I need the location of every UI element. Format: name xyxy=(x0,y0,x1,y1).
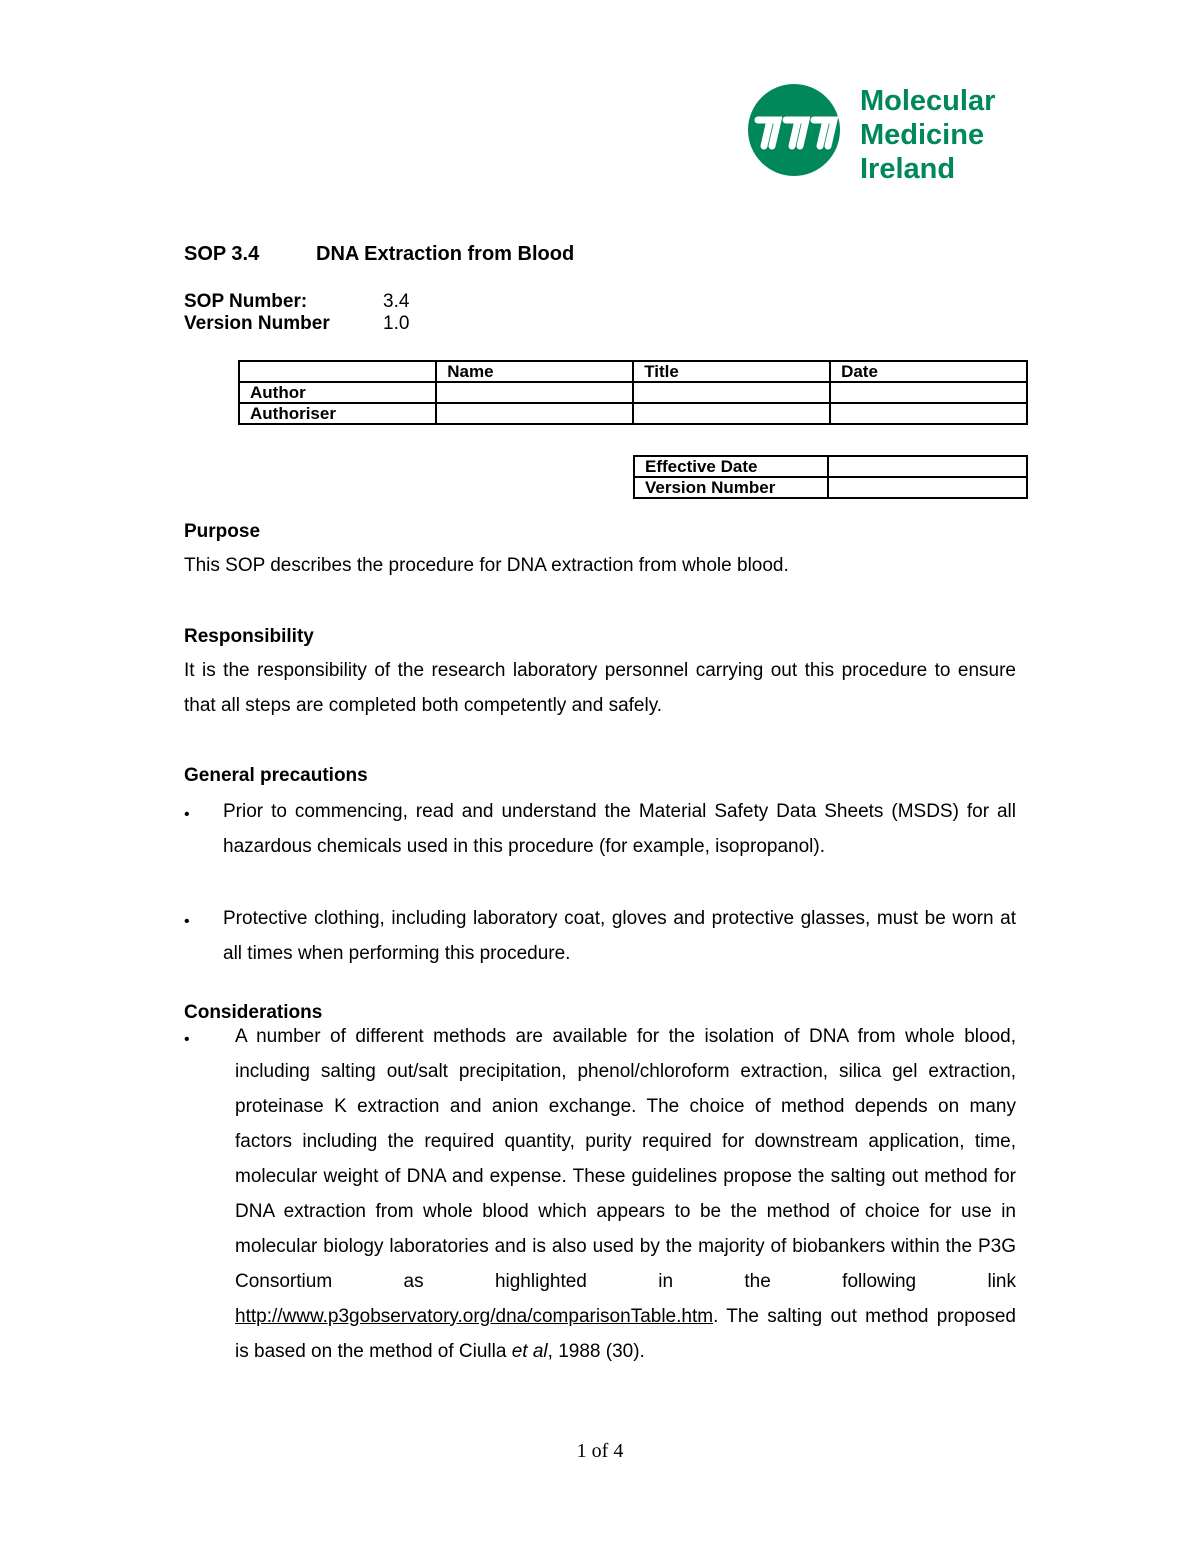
logo-line-1: Molecular xyxy=(860,85,996,117)
table-row xyxy=(634,477,1027,498)
row-label-author: Author xyxy=(239,382,436,403)
logo-wordmark xyxy=(860,84,995,186)
author-name-cell[interactable] xyxy=(436,382,633,403)
author-date-cell[interactable] xyxy=(830,382,1027,403)
author-title-cell[interactable] xyxy=(633,382,830,403)
p3g-comparison-link[interactable]: http://www.p3gobservatory.org/dna/comparisonTable.htm xyxy=(235,1306,714,1327)
bullet-icon: • xyxy=(184,806,190,823)
effective-date-cell[interactable] xyxy=(828,456,1027,477)
authoriser-title-cell[interactable] xyxy=(633,403,830,424)
table-row xyxy=(239,382,1027,403)
page-number: 1 of 4 xyxy=(576,1440,624,1462)
effective-version-cell[interactable] xyxy=(828,477,1027,498)
sop-label: SOP 3.4 xyxy=(184,243,260,265)
considerations-end: , 1988 (30). xyxy=(547,1341,645,1362)
precaution-item-1: Prior to commencing, read and understand the Material Safety Data Sheets (MSDS) for all hazardous chemicals used in this procedure (for example, isopropanol). xyxy=(223,801,1016,857)
considerations-heading: Considerations xyxy=(184,1002,323,1023)
header-cell-name: Name xyxy=(436,361,633,382)
authoriser-name-cell[interactable] xyxy=(436,403,633,424)
header-cell-date: Date xyxy=(830,361,1027,382)
table-row xyxy=(239,403,1027,424)
logo-line-3: Ireland xyxy=(860,153,956,185)
logo-line-2: Medicine xyxy=(860,119,985,151)
et-al-italic: et al xyxy=(511,1341,548,1362)
sop-number-label: SOP Number: xyxy=(184,291,308,312)
bullet-icon: • xyxy=(184,913,190,930)
considerations-body: A number of different methods are available for the isolation of DNA from whole blood, including salting out/salt precipitation, phenol/chloroform extraction, silica gel extraction, proteinase K extraction and anion exchange. The choice of method depends on many factors including the required quantity, purity required for downstream application, time, molecular weight of DNA and expense. These guidelines propose the salting out method for DNA extraction from whole blood which appears to be the method of choice for use in molecular biology laboratories and is also used by the majority of biobankers within the P3G Consortium as highlighted in the following link xyxy=(235,1026,1016,1292)
header-cell-title: Title xyxy=(633,361,830,382)
sop-number-value: 3.4 xyxy=(383,291,410,312)
table-row xyxy=(634,456,1027,477)
header-cell-empty xyxy=(239,361,436,382)
considerations-text xyxy=(235,1019,1016,1369)
table-header-row xyxy=(239,361,1027,382)
page-title: DNA Extraction from Blood xyxy=(316,243,575,265)
purpose-heading: Purpose xyxy=(184,521,261,542)
version-number-label: Version Number xyxy=(184,313,330,334)
considerations-continued: . The salting out method proposed is based on the method of Ciulla xyxy=(235,1306,1016,1362)
authoriser-date-cell[interactable] xyxy=(830,403,1027,424)
effective-date-label: Effective Date xyxy=(634,456,828,477)
row-label-authoriser: Authoriser xyxy=(239,403,436,424)
purpose-text: This SOP describes the procedure for DNA extraction from whole blood. xyxy=(184,555,789,576)
precaution-item-2: Protective clothing, including laboratory coat, gloves and protective glasses, must be worn at all times when performing this procedure. xyxy=(223,908,1016,964)
responsibility-text: It is the responsibility of the research laboratory personnel carrying out this procedure to ensure that all steps are completed both competently and safely. xyxy=(184,660,1016,716)
bullet-icon: • xyxy=(184,1031,190,1048)
version-number-value: 1.0 xyxy=(383,313,410,334)
precautions-heading: General precautions xyxy=(184,765,368,786)
logo xyxy=(748,84,1008,184)
effective-version-label: Version Number xyxy=(634,477,828,498)
responsibility-heading: Responsibility xyxy=(184,626,314,647)
approval-table xyxy=(238,360,1028,425)
mmi-logo-mark-icon xyxy=(748,84,840,176)
effective-table xyxy=(633,455,1028,499)
